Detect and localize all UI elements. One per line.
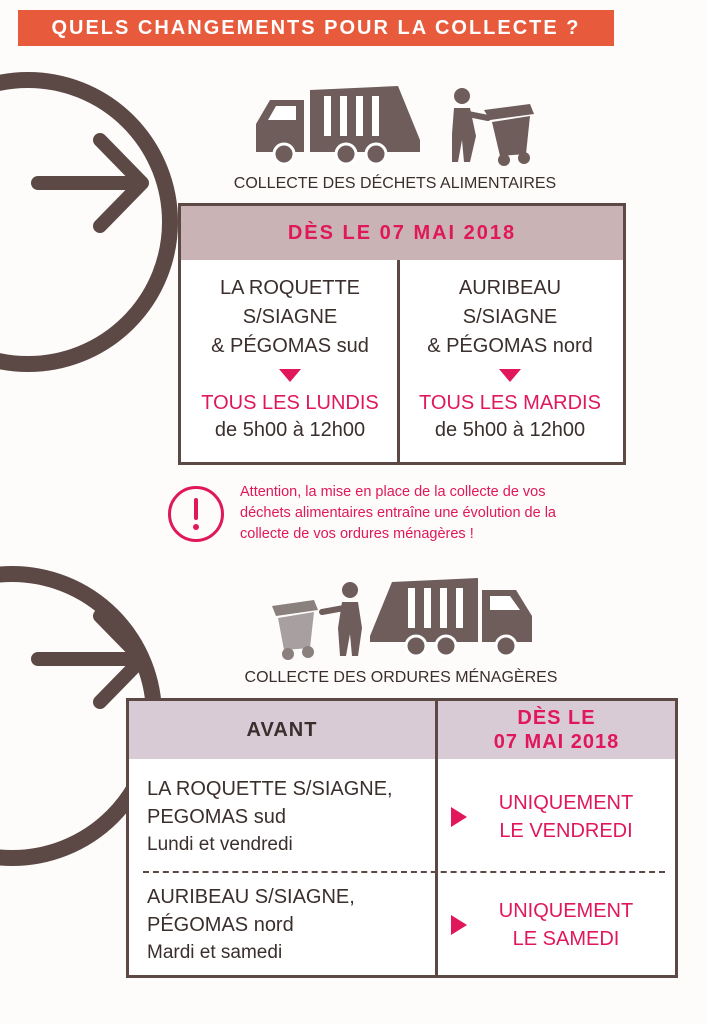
right-triangle-icon [451,807,467,827]
row2-new [451,897,671,953]
section1-caption: COLLECTE DES DÉCHETS ALIMENTAIRES [233,175,557,192]
table1-divider [397,260,400,465]
bin-and-garbage-truck-icon [268,576,540,662]
exclamation-icon [168,486,224,542]
area-line: AURIBEAU [458,277,562,299]
right-triangle-icon [451,915,467,935]
new-line: LE VENDREDI [499,820,633,842]
down-triangle-icon [499,369,521,382]
warning-line: collecte de vos ordures ménagères ! [240,526,474,542]
down-triangle-icon [279,369,301,382]
warning-text [240,482,650,545]
row2-old-schedule: Mardi et samedi [147,942,283,963]
new-line: UNIQUEMENT [498,900,634,922]
food-waste-schedule-table [178,203,626,465]
row1-before [147,775,427,859]
area-line: & PÉGOMAS sud [211,335,369,357]
area-line: S/SIAGNE [242,306,338,328]
garbage-truck-and-bin-icon [248,84,540,170]
zone-north-time: de 5h00 à 12h00 [434,419,586,441]
area-line: PEGOMAS sud [147,806,286,828]
new-line: UNIQUEMENT [498,792,634,814]
row1-new-schedule [481,789,651,845]
area-line: LA ROQUETTE S/SIAGNE, [147,778,393,800]
new-line: LE SAMEDI [512,928,620,950]
row-separator [143,871,665,873]
row1-old-schedule: Lundi et vendredi [147,834,293,855]
header-line: DÈS LE [517,707,596,729]
header-from-date [438,701,675,759]
section2-caption: COLLECTE DES ORDURES MÉNAGÈRES [244,669,558,686]
zone-south-day: TOUS LES LUNDIS [201,392,379,414]
zone-north-area [403,274,617,361]
area-line: AURIBEAU S/SIAGNE, [147,886,355,908]
area-line: LA ROQUETTE [219,277,361,299]
zone-south-area [183,274,397,361]
zone-south-column [183,274,397,444]
table1-header: DÈS LE 07 MAI 2018 [181,206,623,260]
warning-line: déchets alimentaires entraîne une évolution de la [240,505,556,521]
header-line: 07 MAI 2018 [493,731,620,753]
zone-south-time: de 5h00 à 12h00 [214,419,366,441]
page-title: QUELS CHANGEMENTS POUR LA COLLECTE ? [18,10,614,46]
table2-divider [435,701,438,975]
household-waste-schedule-table [126,698,678,978]
row2-before [147,883,427,967]
right-arrow-icon [28,118,158,248]
row2-new-schedule [481,897,651,953]
area-line: & PÉGOMAS nord [427,335,593,357]
row1-new [451,789,671,845]
header-before: AVANT [129,701,435,759]
zone-north-column [403,274,617,444]
area-line: S/SIAGNE [462,306,558,328]
warning-line: Attention, la mise en place de la collecte de vos [240,484,546,500]
area-line: PÉGOMAS nord [147,914,294,936]
zone-north-day: TOUS LES MARDIS [419,392,601,414]
